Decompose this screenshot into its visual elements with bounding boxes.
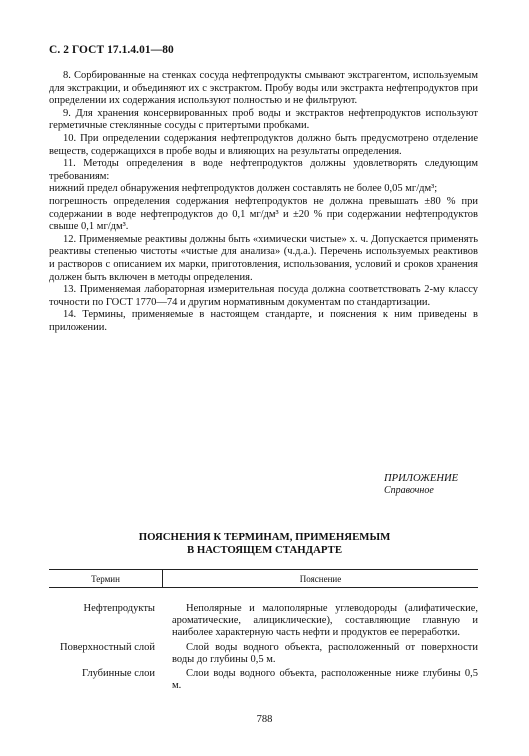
column-header-explanation: Пояснение [299, 574, 342, 584]
term-cell: Глубинные слои [82, 668, 155, 680]
terms-table [49, 569, 478, 692]
page-header: С. 2 ГОСТ 17.1.4.01—80 [49, 44, 174, 56]
table-row [49, 642, 478, 666]
paragraph-9: 9. Для хранения консервированных проб воды и экстрактов нефтепродуктов используют герметичные стеклянные сосуды с притертыми пробками. [49, 107, 478, 132]
page-number: 788 [256, 714, 273, 725]
section-title-line-1: ПОЯСНЕНИЯ К ТЕРМИНАМ, ПРИМЕНЯЕМЫМ [138, 531, 391, 543]
paragraph-13: 13. Применяемая лабораторная измерительная посуда должна соответствовать 2-му классу точности по ГОСТ 1770—74 и другим нормативным документам по стандартизации. [49, 284, 478, 308]
paragraph-11: 11. Методы определения в воде нефтепродуктов должны удовлетворять следующим требованиям: [49, 158, 478, 182]
explanation-cell: Слой воды водного объекта, расположенный от поверхности воды до глубины 0,5 м. [172, 641, 478, 665]
paragraph-11-detection-limit: нижний предел обнаружения нефтепродуктов должен составлять не более 0,05 мг/дм³; [49, 183, 438, 195]
paragraph-12: 12. Применяемые реактивы должны быть «химически чистые» х. ч. Допускается применять реактивы степенью чистоты «чистые для анализа» (ч.д.а.). Перечень используемых реактивов и растворов с описанием их марки, приготовления, использования, условий и сроков хранения должен быть включен в методы определения. [49, 233, 478, 283]
explanation-cell: Неполярные и малополярные углеводороды (алифатические, ароматические, алициклические), составляющие главную и наиболее характерную часть нефти и продуктов ее переработки. [172, 603, 478, 639]
term-cell: Нефтепродукты [83, 603, 155, 614]
body-text [49, 70, 478, 334]
term-cell: Поверхностный слой [60, 641, 155, 653]
paragraph-8: 8. Сорбированные на стенках сосуда нефтепродукты смывают экстрагентом, используемым для экстракции, и объединяют их с экстрактом. Пробу воды или экстракта нефтепродуктов при определении их содержания используют полностью и не фильтруют. [49, 70, 478, 107]
section-title [60, 531, 469, 556]
appendix-label [384, 473, 458, 497]
paragraph-10: 10. При определении содержания нефтепродуктов должно быть предусмотрено отделение веществ, содержащихся в пробе воды и влияющих на результаты определения. [49, 132, 478, 157]
paragraph-11-error: погрешность определения содержания нефтепродуктов не должна превышать ±80 % при содержании в воде нефтепродуктов до 0,1 мг/дм³ и ±20 % при содержании нефтепродуктов свыше 0,1 мг/дм³. [49, 195, 478, 233]
explanation-cell: Слои воды водного объекта, расположенные ниже глубины 0,5 м. [172, 668, 478, 692]
paragraph-14: 14. Термины, применяемые в настоящем стандарте, и пояснения к ним приведены в приложении. [49, 309, 478, 333]
appendix-subtitle: Справочное [384, 485, 434, 496]
appendix-title: ПРИЛОЖЕНИЕ [384, 473, 459, 484]
table-row [49, 603, 478, 640]
column-header-term: Термин [91, 574, 120, 584]
table-header [49, 569, 478, 588]
section-title-line-2: В НАСТОЯЩЕМ СТАНДАРТЕ [186, 543, 343, 556]
table-row [49, 668, 478, 692]
